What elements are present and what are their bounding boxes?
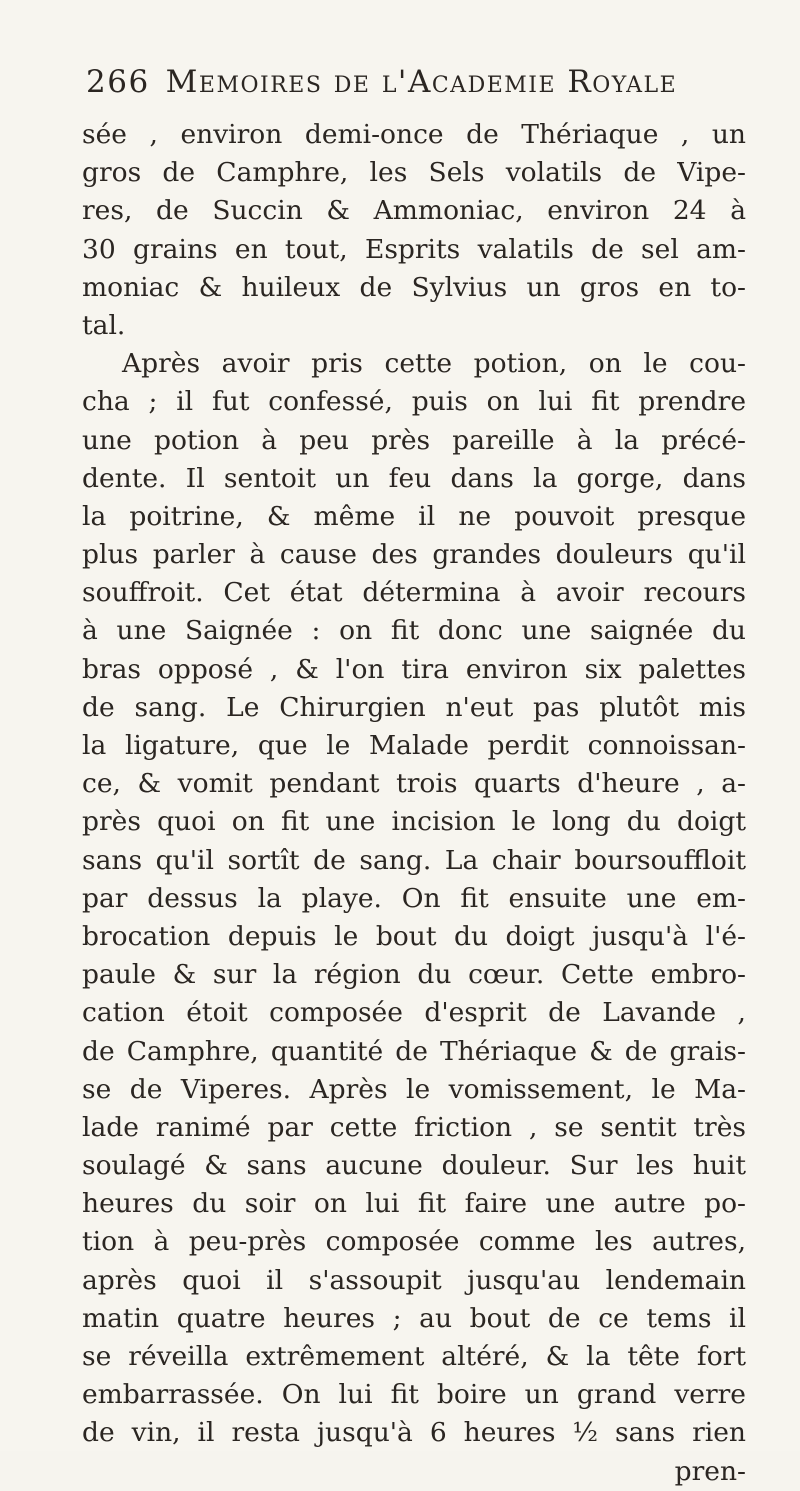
text-line: brocation depuis le bout du doigt jusqu'à l'é- <box>82 920 746 952</box>
text-line: lade ranimé par cette friction , se sentit très <box>82 1111 746 1143</box>
text-line: après quoi il s'assoupit jusqu'au lendemain <box>82 1264 746 1296</box>
text-line: souffroit. Cet état détermina à avoir recours <box>82 577 746 609</box>
text-line: sans qu'il sortît de sang. La chair boursouffloit <box>82 844 746 876</box>
text-line: tal. <box>82 309 126 341</box>
text-line: cation étoit composée d'esprit de Lavande , <box>82 997 746 1029</box>
text-line: tion à peu-près composée comme les autres, <box>82 1226 746 1258</box>
text-line: se de Viperes. Après le vomissement, le Ma- <box>82 1073 746 1105</box>
text-line: gros de Camphre, les Sels volatils de Vipe- <box>82 157 746 189</box>
text-line: ce, & vomit pendant trois quarts d'heure , a- <box>82 768 746 800</box>
text-line: se réveilla extrêmement altéré, & la tête fort <box>82 1341 746 1372</box>
text-line: embarrassée. On lui fit boire un grand verre <box>82 1379 746 1411</box>
running-head <box>86 64 726 108</box>
text-line: paule & sur la région du cœur. Cette embro- <box>82 959 746 991</box>
text-line: de Camphre, quantité de Thériaque & de grais- <box>82 1035 746 1067</box>
text-line: de vin, il resta jusqu'à 6 heures ½ sans rien <box>82 1417 746 1449</box>
text-line: soulagé & sans aucune douleur. Sur les huit <box>82 1150 746 1182</box>
text-line: par dessus la playe. On fit ensuite une em- <box>82 882 746 914</box>
catchword: pren- <box>674 1455 746 1487</box>
text-line: matin quatre heures ; au bout de ce tems il <box>82 1302 746 1334</box>
text-line: heures du soir on lui fit faire une autre po- <box>82 1188 746 1220</box>
page-number: 266 <box>86 64 150 100</box>
text-line: plus parler à cause des grandes douleurs qu'il <box>82 539 746 571</box>
text-line: la ligature, que le Malade perdit connoissan- <box>82 730 746 761</box>
text-line: la poitrine, & même il ne pouvoit presque <box>82 500 746 532</box>
text-line: une potion à peu près pareille à la précé- <box>82 424 746 456</box>
running-title: Memoires de l'Academie Royale <box>165 64 678 100</box>
text-line: res, de Succin & Ammoniac, environ 24 à <box>82 195 746 227</box>
text-line: près quoi on fit une incision le long du doigt <box>82 806 746 838</box>
text-line: moniac & huileux de Sylvius un gros en to- <box>82 271 746 303</box>
text-line: cha ; il fut confessé, puis on lui fit prendre <box>82 386 746 418</box>
text-line: sée , environ demi-once de Thériaque , un <box>82 119 746 150</box>
text-line: bras opposé , & l'on tira environ six palettes <box>82 653 746 685</box>
text-line: 30 grains en tout, Esprits valatils de sel am- <box>82 233 746 265</box>
body-text <box>82 116 746 1491</box>
text-line: Après avoir pris cette potion, on le cou- <box>122 348 746 380</box>
text-line: à une Saignée : on fit donc une saignée du <box>82 615 746 647</box>
text-line: de sang. Le Chirurgien n'eut pas plutôt mis <box>82 691 746 723</box>
text-line: dente. Il sentoit un feu dans la gorge, dans <box>82 462 746 494</box>
